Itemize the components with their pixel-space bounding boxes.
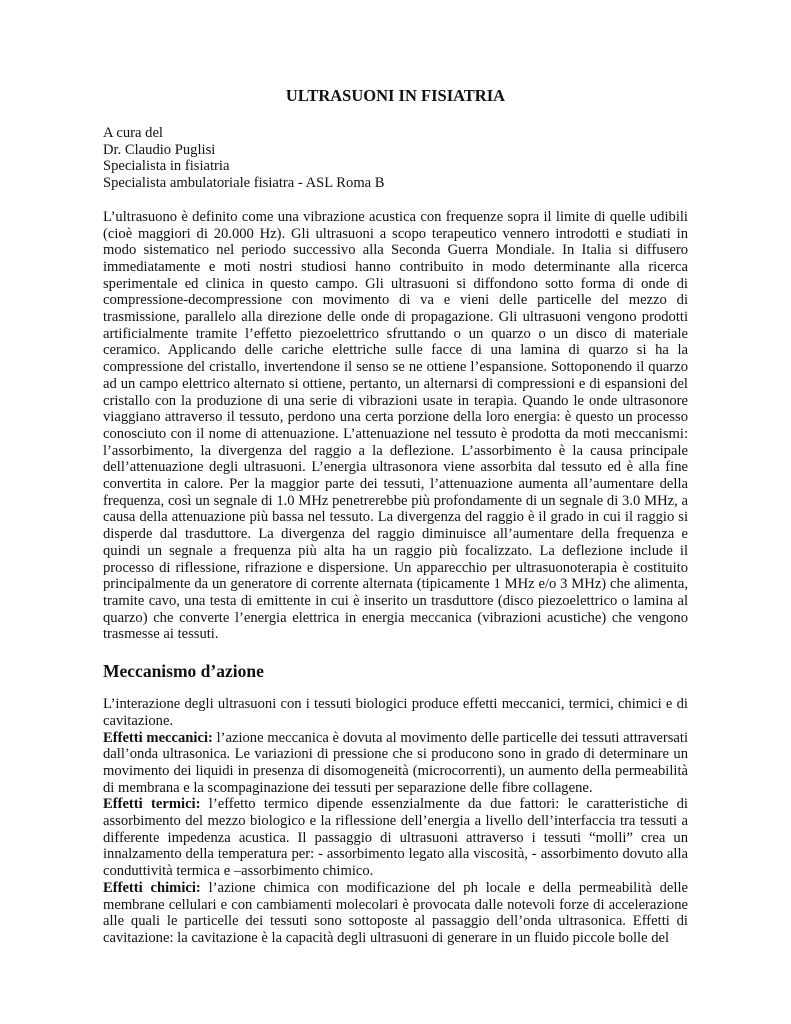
effect-paragraph-chemical — [103, 880, 688, 947]
document-body — [103, 86, 688, 947]
effect-text: l’effetto termico dipende essenzialmente da due fattori: le caratteristiche di assorbimento del mezzo biologico e la riflessione dell’energia a livello dell’interfaccia tra tessuti a differente impedenza acustica. Il passaggio di ultrasuoni attraverso i tessuti “molli” crea un innalzamento della temperatura per: - assorbimento legato alla viscosità, - assorbimento dovuto alla conduttività termica e –assorbimento chimico. — [103, 796, 688, 880]
effect-label: Effetti meccanici: — [103, 729, 213, 746]
effect-paragraph-thermal — [103, 796, 688, 880]
author-block — [103, 125, 688, 192]
section-heading: Meccanismo d’azione — [103, 661, 264, 682]
author-line: Specialista in fisiatria — [103, 158, 230, 175]
effect-label: Effetti chimici: — [103, 879, 201, 896]
intro-paragraph: L’ultrasuono è definito come una vibrazione acustica con frequenze sopra il limite di quelle udibili (cioè maggiori di 20.000 Hz). Gli ultrasuoni a scopo terapeutico vennero introdotti e studiati in modo sistematico nel periodo successivo alla Seconda Guerra Mondiale. In Italia si diffusero immediatamente e moti nostri studiosi hanno contribuito in modo determinante alla ricerca sperimentale ed clinica in questo campo. Gli ultrasuoni si diffondono sotto forma di onde di compressione-decompressione con movimento di va e vieni delle particelle del mezzo di trasmissione, parallelo alla direzione delle onde di propagazione. Gli ultrasuoni vengono prodotti artificialmente tramite l’effetto piezoelettrico sfruttando o un quarzo o un disco di materiale ceramico. Applicando delle cariche elettriche sulle facce di una lamina di quarzo si ha la compressione del cristallo, invertendone il senso se ne ottiene l’espansione. Sottoponendo il quarzo ad un campo elettrico alternato si ottiene, pertanto, un alternarsi di compressioni e di espansioni del cristallo con la produzione di una serie di vibrazioni usate in terapia. Quando le onde ultrasonore viaggiano attraverso il tessuto, perdono una certa porzione della loro energia: è questo un processo conosciuto con il nome di attenuazione. L’attenuazione nel tessuto è prodotta da moti meccanismi: l’assorbimento, la divergenza del raggio a la deflezione. L’assorbimento è la causa principale dell’attenuazione degli ultrasuoni. L’energia ultrasonora viene assorbita dal tessuto ed è alla fine convertita in calore. Per la maggior parte dei tessuti, l’attenuazione aumenta all’aumentare della frequenza, così un segnale di 1.0 MHz penetrerebbe più profondamente di un segnale di 3.0 MHz, a causa della attenuazione più bassa nel tessuto. La divergenza del raggio è il grado in cui il raggio si disperde dal trasduttore. La divergenza del raggio diminuisce all’aumentare della frequenza e quindi un segnale a frequenza più alta ha un raggio più focalizzato. La deflezione include il processo di riflessione, rifrazione e dispersione. Un apparecchio per ultrasuonoterapia è costituito principalmente da un generatore di corrente alternata (tipicamente 1 MHz e/o 3 MHz) che alimenta, tramite cavo, una testa di emittente in cui è inserito un trasduttore (disco piezoelettrico o lamina al quarzo) che converte l’energia elettrica in energia meccanica (vibrazioni acustiche) che vengono trasmesse ai tessuti. — [103, 208, 688, 643]
effect-paragraph-mechanical — [103, 730, 688, 797]
section-intro-paragraph: L’interazione degli ultrasuoni con i tessuti biologici produce effetti meccanici, termici, chimici e di cavitazione. — [103, 696, 688, 729]
effect-text: l’azione chimica con modificazione del ph locale e della permeabilità delle membrane cellulari e con cambiamenti molecolari è provocata dalle notevoli forze di accelerazione alle quali le particelle dei tessuti sono sottoposte al passaggio dell’onda ultrasonica. Effetti di cavitazione: la cavitazione è la capacità degli ultrasuoni di generare in un fluido piccole bolle del — [103, 879, 688, 946]
document-title: ULTRASUONI IN FISIATRIA — [285, 86, 506, 105]
effect-label: Effetti termici: — [103, 796, 201, 813]
author-line: Specialista ambulatoriale fisiatra - ASL Roma B — [103, 175, 385, 192]
effect-text: l’azione meccanica è dovuta al movimento delle particelle dei tessuti attraversati dall’onda ultrasonica. Le variazioni di pressione che si producono sono in grado di determinare un movimento dei liquidi in presenza di disomogeneità (microcorrenti), un aumento della permeabilità di membrana e la scompaginazione dei tessuti per separazione delle fibre collagene. — [103, 729, 689, 796]
author-line: Dr. Claudio Puglisi — [103, 141, 216, 158]
author-line: A cura del — [103, 125, 163, 141]
